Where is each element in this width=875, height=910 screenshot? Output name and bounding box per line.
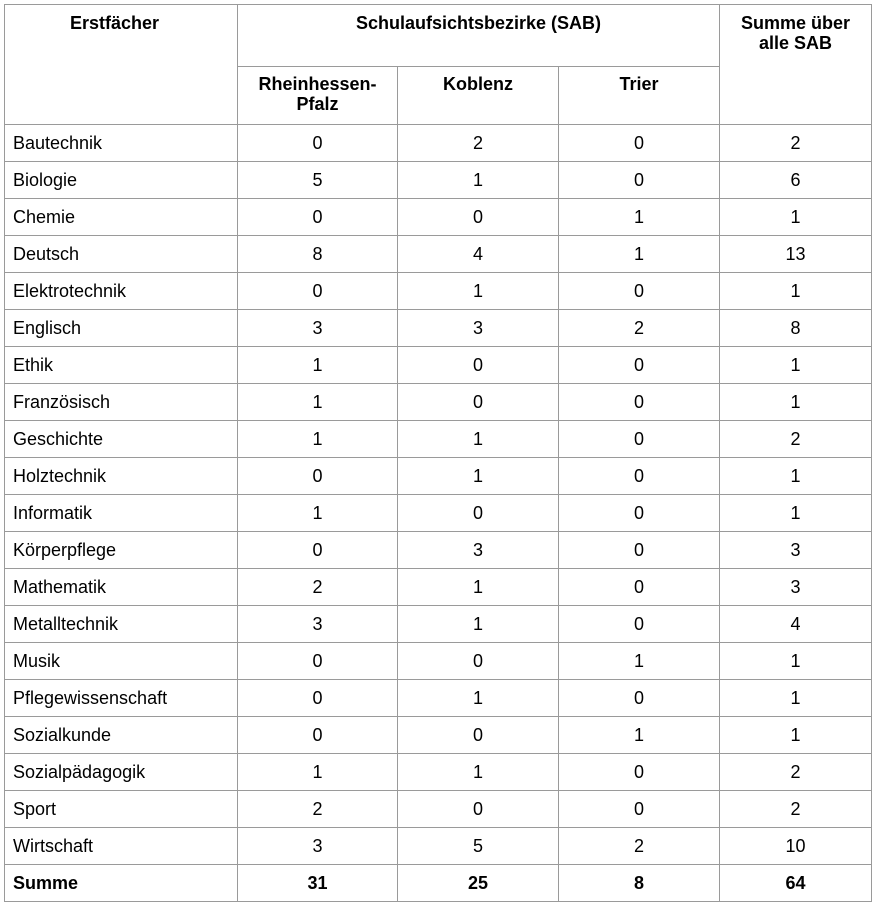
cell-subject: Wirtschaft [5, 828, 238, 865]
cell-koblenz: 1 [398, 162, 559, 199]
table-row [5, 125, 872, 162]
cell-total: 4 [720, 606, 872, 643]
table-row [5, 495, 872, 532]
header-trier: Trier [559, 67, 720, 125]
cell-rheinhessen-pfalz: 31 [238, 865, 398, 902]
cell-total: 6 [720, 162, 872, 199]
cell-koblenz: 1 [398, 569, 559, 606]
cell-rheinhessen-pfalz: 3 [238, 606, 398, 643]
header-subject: Erstfächer [5, 5, 238, 125]
cell-rheinhessen-pfalz: 0 [238, 458, 398, 495]
cell-trier: 0 [559, 125, 720, 162]
table-row [5, 347, 872, 384]
cell-subject: Bautechnik [5, 125, 238, 162]
cell-koblenz: 0 [398, 199, 559, 236]
header-total: Summe über alle SAB [720, 5, 872, 125]
cell-rheinhessen-pfalz: 0 [238, 199, 398, 236]
table-row [5, 569, 872, 606]
cell-trier: 1 [559, 236, 720, 273]
table-row [5, 273, 872, 310]
header-koblenz: Koblenz [398, 67, 559, 125]
cell-koblenz: 1 [398, 606, 559, 643]
cell-koblenz: 3 [398, 310, 559, 347]
cell-koblenz: 1 [398, 754, 559, 791]
cell-total: 1 [720, 199, 872, 236]
cell-subject: Englisch [5, 310, 238, 347]
cell-koblenz: 25 [398, 865, 559, 902]
cell-total: 10 [720, 828, 872, 865]
cell-koblenz: 0 [398, 384, 559, 421]
cell-koblenz: 0 [398, 495, 559, 532]
cell-total: 1 [720, 680, 872, 717]
cell-rheinhessen-pfalz: 0 [238, 532, 398, 569]
table-row [5, 162, 872, 199]
cell-subject: Summe [5, 865, 238, 902]
table-row [5, 606, 872, 643]
cell-rheinhessen-pfalz: 8 [238, 236, 398, 273]
cell-trier: 0 [559, 162, 720, 199]
cell-total: 2 [720, 125, 872, 162]
cell-total: 1 [720, 273, 872, 310]
table-row [5, 310, 872, 347]
cell-trier: 0 [559, 680, 720, 717]
cell-subject: Holztechnik [5, 458, 238, 495]
table-row [5, 754, 872, 791]
cell-trier: 0 [559, 421, 720, 458]
cell-total: 2 [720, 421, 872, 458]
cell-subject: Körperpflege [5, 532, 238, 569]
cell-rheinhessen-pfalz: 2 [238, 791, 398, 828]
cell-koblenz: 3 [398, 532, 559, 569]
total-row [5, 865, 872, 902]
table-row [5, 717, 872, 754]
table-row [5, 828, 872, 865]
cell-total: 3 [720, 569, 872, 606]
table-header [5, 5, 872, 125]
cell-total: 8 [720, 310, 872, 347]
cell-subject: Sozialkunde [5, 717, 238, 754]
cell-trier: 1 [559, 643, 720, 680]
cell-total: 64 [720, 865, 872, 902]
table-row [5, 458, 872, 495]
cell-koblenz: 5 [398, 828, 559, 865]
cell-subject: Musik [5, 643, 238, 680]
cell-trier: 0 [559, 495, 720, 532]
header-rheinhessen-pfalz: Rheinhessen-Pfalz [238, 67, 398, 125]
cell-subject: Pflegewissenschaft [5, 680, 238, 717]
cell-subject: Mathematik [5, 569, 238, 606]
table-row [5, 199, 872, 236]
cell-subject: Chemie [5, 199, 238, 236]
cell-trier: 0 [559, 569, 720, 606]
cell-subject: Metalltechnik [5, 606, 238, 643]
cell-total: 2 [720, 754, 872, 791]
table-body [5, 125, 872, 902]
cell-trier: 0 [559, 754, 720, 791]
cell-total: 1 [720, 495, 872, 532]
cell-trier: 8 [559, 865, 720, 902]
cell-total: 2 [720, 791, 872, 828]
table-row [5, 643, 872, 680]
cell-rheinhessen-pfalz: 3 [238, 828, 398, 865]
cell-trier: 0 [559, 532, 720, 569]
cell-rheinhessen-pfalz: 2 [238, 569, 398, 606]
cell-total: 1 [720, 458, 872, 495]
cell-rheinhessen-pfalz: 0 [238, 717, 398, 754]
table-row [5, 791, 872, 828]
cell-trier: 2 [559, 828, 720, 865]
cell-rheinhessen-pfalz: 3 [238, 310, 398, 347]
cell-rheinhessen-pfalz: 0 [238, 680, 398, 717]
cell-trier: 0 [559, 458, 720, 495]
cell-total: 1 [720, 717, 872, 754]
cell-rheinhessen-pfalz: 0 [238, 273, 398, 310]
cell-trier: 0 [559, 606, 720, 643]
cell-subject: Elektrotechnik [5, 273, 238, 310]
cell-subject: Sport [5, 791, 238, 828]
cell-rheinhessen-pfalz: 1 [238, 754, 398, 791]
cell-total: 1 [720, 643, 872, 680]
cell-trier: 0 [559, 791, 720, 828]
cell-trier: 0 [559, 347, 720, 384]
cell-trier: 0 [559, 273, 720, 310]
cell-subject: Ethik [5, 347, 238, 384]
cell-koblenz: 4 [398, 236, 559, 273]
cell-subject: Informatik [5, 495, 238, 532]
table-row [5, 680, 872, 717]
cell-trier: 0 [559, 384, 720, 421]
cell-trier: 1 [559, 199, 720, 236]
cell-rheinhessen-pfalz: 0 [238, 643, 398, 680]
cell-koblenz: 1 [398, 680, 559, 717]
cell-koblenz: 2 [398, 125, 559, 162]
cell-rheinhessen-pfalz: 1 [238, 495, 398, 532]
cell-koblenz: 0 [398, 643, 559, 680]
cell-rheinhessen-pfalz: 1 [238, 347, 398, 384]
cell-rheinhessen-pfalz: 1 [238, 421, 398, 458]
cell-total: 1 [720, 347, 872, 384]
cell-subject: Geschichte [5, 421, 238, 458]
cell-subject: Französisch [5, 384, 238, 421]
cell-subject: Sozialpädagogik [5, 754, 238, 791]
cell-subject: Biologie [5, 162, 238, 199]
cell-trier: 2 [559, 310, 720, 347]
cell-koblenz: 1 [398, 421, 559, 458]
cell-trier: 1 [559, 717, 720, 754]
table-row [5, 421, 872, 458]
cell-rheinhessen-pfalz: 0 [238, 125, 398, 162]
header-row-top [5, 5, 872, 67]
cell-total: 13 [720, 236, 872, 273]
data-table [4, 4, 872, 902]
table-row [5, 236, 872, 273]
cell-rheinhessen-pfalz: 5 [238, 162, 398, 199]
table-row [5, 532, 872, 569]
cell-total: 3 [720, 532, 872, 569]
table-container [4, 4, 872, 902]
table-row [5, 384, 872, 421]
cell-koblenz: 1 [398, 458, 559, 495]
cell-subject: Deutsch [5, 236, 238, 273]
cell-koblenz: 0 [398, 347, 559, 384]
cell-total: 1 [720, 384, 872, 421]
header-district-group: Schulaufsichtsbezirke (SAB) [238, 5, 720, 67]
cell-koblenz: 0 [398, 791, 559, 828]
cell-koblenz: 0 [398, 717, 559, 754]
cell-koblenz: 1 [398, 273, 559, 310]
cell-rheinhessen-pfalz: 1 [238, 384, 398, 421]
